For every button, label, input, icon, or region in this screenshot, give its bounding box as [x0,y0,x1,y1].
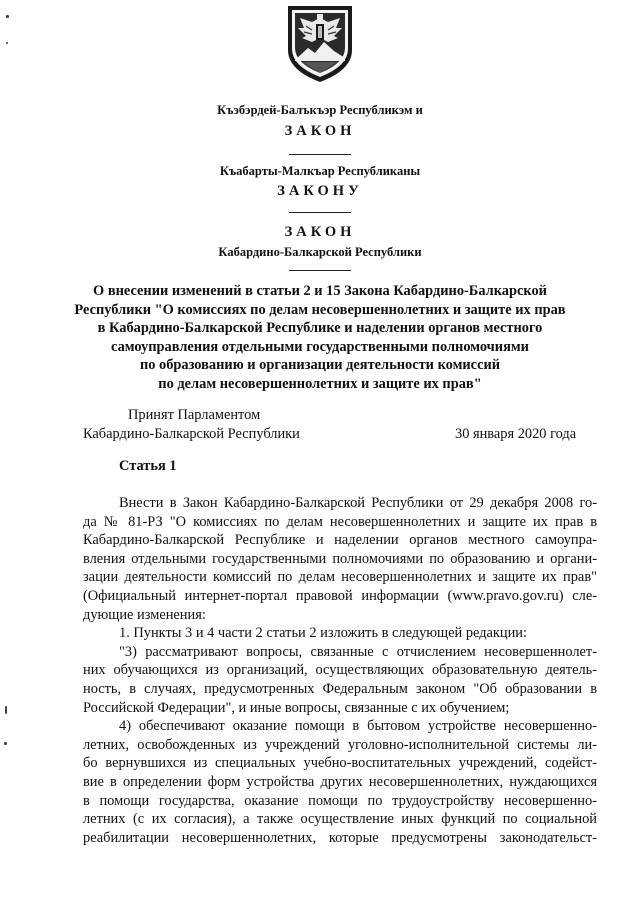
article-line: реабилитации несовершеннолетних, которые предусмотрены законодательст- [83,829,597,846]
article-line: да № 81-РЗ "О комиссиях по делам несовершеннолетних и защите их прав в [83,513,597,530]
article-line: ность, в случаях, предусмотренных Федеральным законом "Об образовании в [83,680,597,697]
header-kabardian-law-word: ЗАКОН [284,123,356,139]
article-line: Российской Федерации", и иные вопросы, связанные с их обучением; [83,699,510,716]
article-line: в помощи государства, оказание помощи по трудоустройству несовершенно- [83,792,597,809]
article-line: летних, освобожденных из учреждений уголовно-исполнительной системы ли- [83,736,597,753]
law-title [60,282,580,394]
law-title-line: в Кабардино-Балкарской Республике и наделении органов местного [97,320,543,337]
article-line: дующие изменения: [83,606,206,623]
scan-mark [6,42,8,44]
law-title-line: О внесении изменений в статьи 2 и 15 Закона Кабардино-Балкарской [93,283,547,299]
header-russian-law-word: ЗАКОН [284,224,356,240]
article-line: 1. Пункты 3 и 4 части 2 статьи 2 изложить в следующей редакции: [119,625,528,642]
scan-mark [6,15,9,18]
header-kabardian-republic: Къэбэрдей-Балъкъэр Республикэм и [217,103,423,117]
law-title-line: по образованию и организации деятельности комиссий [139,357,501,374]
article-line: (Официальный интернет-портал правовой информации (www.pravo.gov.ru) сле- [83,587,597,604]
law-title-line: самоуправления отдельными государственными полномочиями [111,338,529,355]
article-line: "3) рассматривают вопросы, связанные с отчислением несовершеннолет- [119,643,597,660]
article-line: зации деятельности комиссий по делам несовершеннолетних и защите их прав" [83,569,597,586]
article-line: вления отдельными государственными полномочиями по образованию и органи- [83,550,597,567]
article-line: 4) обеспечивают оказание помощи в бытовом устройстве несовершенно- [119,718,597,735]
adopted-by-parliament: Принят Парламентом [128,407,261,423]
divider [289,154,351,155]
article-line: них обучающихся из организаций, осуществляющих образовательную деятель- [83,662,597,679]
adoption-date: 30 января 2020 года [455,426,577,442]
article-heading: Статья 1 [119,458,177,474]
divider [289,212,351,213]
article-line: летних (с их согласия), а также осуществление иных функций по социальной [83,811,597,828]
header-balkar-law-word: ЗАКОНУ [277,183,363,199]
scan-mark [5,706,7,714]
adopted-parliament-republic: Кабардино-Балкарской Республики [83,426,300,442]
divider [289,270,351,271]
article-line: вие в определении форм устройства других несовершеннолетних, нуждающихся [83,773,597,790]
header-balkar-republic: Къабарты-Малкъар Республиканы [219,164,421,178]
scan-mark [4,742,7,745]
article-line: Внести в Закон Кабардино-Балкарской Республики от 29 декабря 2008 го- [119,495,597,511]
article-line: бо вернувшихся из специальных учебно-воспитательных учреждений, содейст- [83,755,597,772]
article-body [83,494,597,847]
header-russian-republic: Кабардино-Балкарской Республики [218,245,422,259]
article-line: Кабардино-Балкарской Республике и наделении органов местного самоупра- [83,532,597,549]
coat-of-arms-emblem [282,4,358,84]
law-title-line: Республики "О комиссиях по делам несовершеннолетних и защите их прав [74,301,566,318]
law-title-line: по делам несовершеннолетних и защите их прав" [158,375,482,392]
